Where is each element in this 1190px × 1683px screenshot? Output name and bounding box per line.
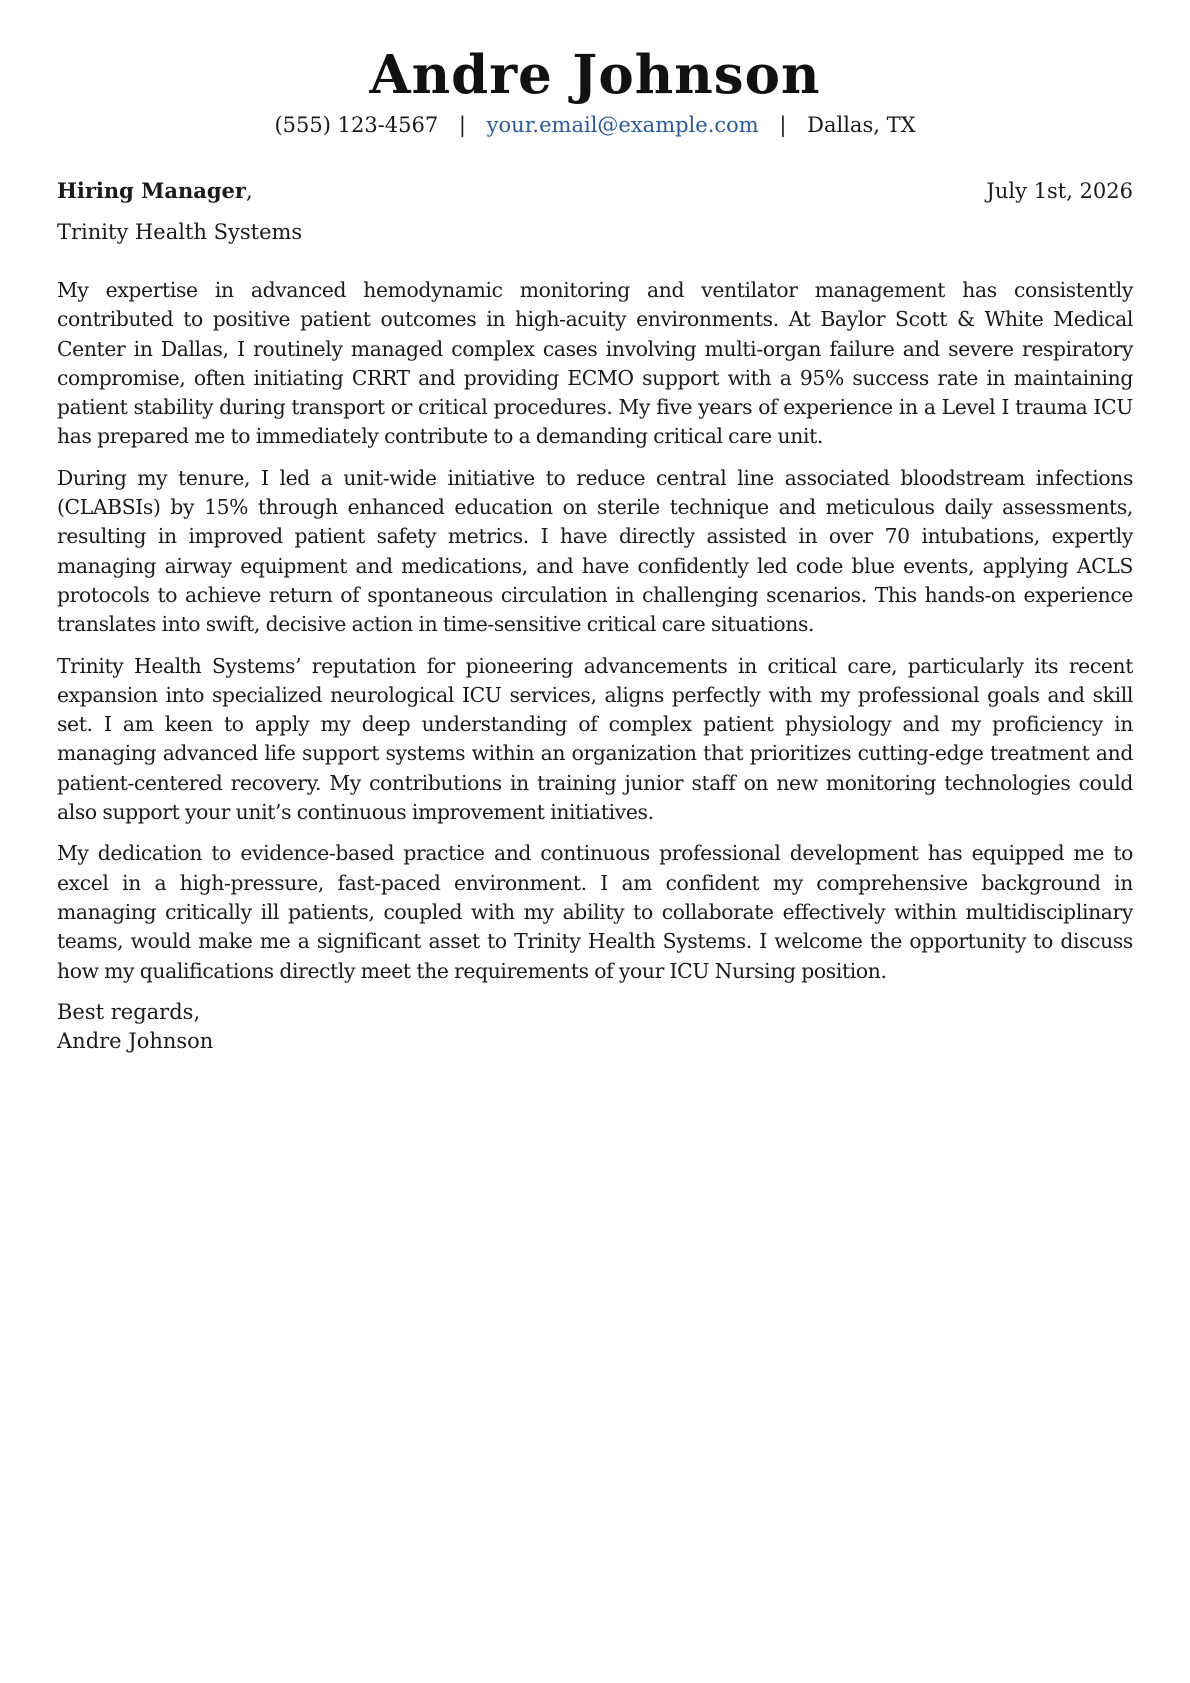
body-paragraph: Trinity Health Systems’ reputation for pioneering advancements in critical care, particularly its recent expansion into specialized neurological ICU services, aligns perfectly with my professional goals and skill set. I am keen to apply my deep understanding of complex patient physiology and my proficiency in managing advanced life support systems within an organization that prioritizes cutting-edge treatment and patient-centered recovery. My contributions in training junior staff on new monitoring technologies could also support your unit’s continuous improvement initiatives. <box>57 653 1133 825</box>
location: Dallas, TX <box>807 113 916 137</box>
letter-date: July 1st, 2026 <box>986 179 1133 203</box>
cover-letter-page <box>57 0 1133 1057</box>
email-link[interactable]: your.email@example.com <box>486 113 759 137</box>
body-paragraph: My dedication to evidence-based practice and continuous professional development has equipped me to excel in a high-pressure, fast-paced environment. I am confident my comprehensive background in managing critically ill patients, coupled with my ability to collaborate effectively within multidisciplinary teams, would make me a significant asset to Trinity Health Systems. I welcome the opportunity to discuss how my qualifications directly meet the requirements of your ICU Nursing position. <box>57 841 1133 983</box>
address-row <box>57 176 1133 206</box>
recipient-name: Hiring Manager <box>57 178 246 203</box>
signature-name: Andre Johnson <box>57 1029 214 1054</box>
contact-separator: | <box>458 113 466 137</box>
signoff: Best regards, <box>57 999 201 1024</box>
letter-closing <box>57 998 1133 1057</box>
body-paragraph: During my tenure, I led a unit-wide initiative to reduce central line associated bloodstream infections (CLABSIs) by 15% through enhanced education on sterile technique and meticulous daily assessments, resulting in improved patient safety metrics. I have directly assisted in over 70 intubations, expertly managing airway equipment and medications, and have confidently led code blue events, applying ACLS protocols to achieve return of spontaneous circulation in challenging scenarios. This hands-on experience translates into swift, decisive action in time-sensitive critical care situations. <box>57 465 1133 637</box>
recipient-salutation <box>57 176 253 206</box>
letter-body <box>57 276 1133 986</box>
recipient-company: Trinity Health Systems <box>57 220 303 244</box>
body-paragraph: My expertise in advanced hemodynamic monitoring and ventilator management has consistently contributed to positive patient outcomes in high-acuity environments. At Baylor Scott & White Medical Center in Dallas, I routinely managed complex cases involving multi-organ failure and severe respiratory compromise, often initiating CRRT and providing ECMO support with a 95% success rate in maintaining patient stability during transport or critical procedures. My five years of experience in a Level I trauma ICU has prepared me to immediately contribute to a demanding critical care unit. <box>57 278 1133 449</box>
phone-number: (555) 123-4567 <box>274 113 439 137</box>
salutation-comma: , <box>245 179 253 203</box>
letter-header <box>57 0 1133 140</box>
contact-line <box>57 110 1133 140</box>
contact-separator: | <box>779 113 787 137</box>
applicant-name: Andre Johnson <box>369 44 821 106</box>
